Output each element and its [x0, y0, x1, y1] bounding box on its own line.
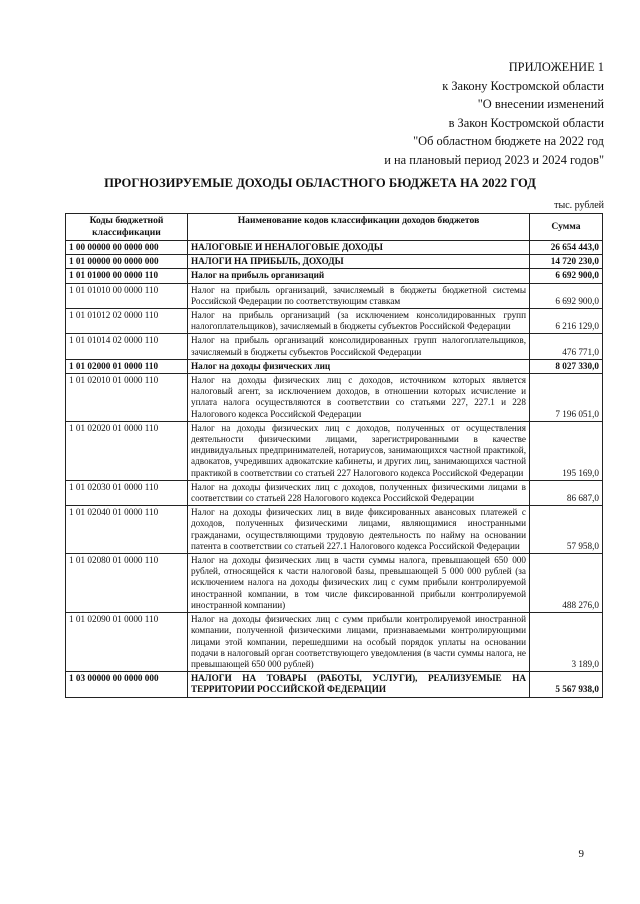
row-code: 1 01 01010 00 0000 110 — [66, 283, 188, 308]
row-amount: 5 567 938,0 — [530, 672, 603, 697]
page-number: 9 — [578, 848, 584, 860]
row-amount: 14 720 230,0 — [530, 255, 603, 269]
row-amount: 6 692 900,0 — [530, 269, 603, 283]
row-name: Налог на доходы физических лиц в виде фиксированных авансовых платежей с доходов, полученных физическими лицами, являющимися иностранными гражданами, осуществляющими трудовую деятельность по найму на основании патента в соответствии со статьей 227.1 Налогового кодекса Российской Федерации — [188, 506, 530, 554]
row-amount: 195 169,0 — [530, 421, 603, 480]
row-code: 1 01 01012 02 0000 110 — [66, 309, 188, 334]
row-name: НАЛОГОВЫЕ И НЕНАЛОГОВЫЕ ДОХОДЫ — [188, 241, 530, 255]
appendix-line: "Об областном бюджете на 2022 год — [413, 134, 604, 149]
table-header-row — [66, 214, 603, 241]
row-amount: 6 216 129,0 — [530, 309, 603, 334]
table-row — [66, 309, 603, 334]
row-code: 1 01 01014 02 0000 110 — [66, 334, 188, 359]
table-row — [66, 283, 603, 308]
appendix-line: "О внесении изменений — [477, 97, 604, 112]
row-name: Налог на прибыль организаций — [188, 269, 530, 283]
row-amount: 488 276,0 — [530, 554, 603, 613]
row-name: Налог на доходы физических лиц с сумм прибыли контролируемой иностранной компании, полученной физическими лицами, признаваемыми контролирующими лицами этой компании, перешедшими на особый порядок уплаты на основании подачи в налоговый орган соответствующего уведомления (в части суммы налога, не превышающей 650 000 рублей) — [188, 613, 530, 672]
table-row — [66, 554, 603, 613]
row-name: Налог на доходы физических лиц с доходов, источником которых является налоговый агент, за исключением доходов, в отношении которых исчисление и уплата налога осуществляются в соответствии со статьями 227, 227.1 и 228 Налогового кодекса Российской Федерации — [188, 374, 530, 422]
row-name: Налог на доходы физических лиц — [188, 359, 530, 373]
row-name: Налог на доходы физических лиц с доходов, полученных физическими лицами в соответствии со статьей 228 Налогового кодекса Российской Федерации — [188, 480, 530, 505]
row-amount: 476 771,0 — [530, 334, 603, 359]
document-title: ПРОГНОЗИРУЕМЫЕ ДОХОДЫ ОБЛАСТНОГО БЮДЖЕТА НА 2022 ГОД — [104, 176, 536, 190]
units-label: тыс. рублей — [554, 200, 604, 211]
appendix-line: к Закону Костромской области — [442, 78, 604, 93]
table-row — [66, 269, 603, 283]
revenue-table — [65, 213, 603, 698]
row-code: 1 01 02040 01 0000 110 — [66, 506, 188, 554]
header-sum: Сумма — [530, 214, 603, 241]
row-amount: 7 196 051,0 — [530, 374, 603, 422]
row-code: 1 01 02030 01 0000 110 — [66, 480, 188, 505]
table-row — [66, 374, 603, 422]
row-code: 1 03 00000 00 0000 000 — [66, 672, 188, 697]
table-row — [66, 255, 603, 269]
row-name: НАЛОГИ НА ТОВАРЫ (РАБОТЫ, УСЛУГИ), РЕАЛИЗУЕМЫЕ НА ТЕРРИТОРИИ РОССИЙСКОЙ ФЕДЕРАЦИИ — [188, 672, 530, 697]
row-name: Налог на прибыль организаций консолидированных групп налогоплательщиков, зачисляемый в бюджеты субъектов Российской Федерации — [188, 334, 530, 359]
row-name: Налог на прибыль организаций, зачисляемый в бюджеты бюджетной системы Российской Федерации по соответствующим ставкам — [188, 283, 530, 308]
row-amount: 3 189,0 — [530, 613, 603, 672]
row-code: 1 01 02010 01 0000 110 — [66, 374, 188, 422]
appendix-header — [244, 58, 604, 170]
table-row — [66, 480, 603, 505]
row-code: 1 01 02090 01 0000 110 — [66, 613, 188, 672]
appendix-line: ПРИЛОЖЕНИЕ 1 — [508, 60, 604, 74]
table-row — [66, 241, 603, 255]
row-code: 1 01 00000 00 0000 000 — [66, 255, 188, 269]
table-row — [66, 613, 603, 672]
row-amount: 86 687,0 — [530, 480, 603, 505]
table-row — [66, 421, 603, 480]
row-amount: 8 027 330,0 — [530, 359, 603, 373]
row-name: НАЛОГИ НА ПРИБЫЛЬ, ДОХОДЫ — [188, 255, 530, 269]
row-code: 1 01 01000 00 0000 110 — [66, 269, 188, 283]
row-code: 1 00 00000 00 0000 000 — [66, 241, 188, 255]
header-name: Наименование кодов классификации доходов бюджетов — [188, 214, 530, 241]
table-row — [66, 334, 603, 359]
table-row — [66, 359, 603, 373]
row-amount: 26 654 443,0 — [530, 241, 603, 255]
row-code: 1 01 02000 01 0000 110 — [66, 359, 188, 373]
appendix-line: и на плановый период 2023 и 2024 годов" — [384, 152, 604, 167]
header-code: Коды бюджетной классификации — [66, 214, 188, 241]
row-name: Налог на прибыль организаций (за исключением консолидированных групп налогоплательщиков), зачисляемый в бюджеты субъектов Российской Федерации — [188, 309, 530, 334]
row-code: 1 01 02020 01 0000 110 — [66, 421, 188, 480]
row-name: Налог на доходы физических лиц с доходов, полученных от осуществления деятельности физическими лицами, зарегистрированными в качестве индивидуальных предпринимателей, нотариусов, занимающихся частной практикой, адвокатов, учредивших адвокатские кабинеты, и других лиц, занимающихся частной практикой в соответствии со статьей 227 Налогового кодекса Российской Федерации — [188, 421, 530, 480]
appendix-line: в Закон Костромской области — [448, 115, 604, 130]
row-amount: 57 958,0 — [530, 506, 603, 554]
row-code: 1 01 02080 01 0000 110 — [66, 554, 188, 613]
table-row — [66, 672, 603, 697]
row-amount: 6 692 900,0 — [530, 283, 603, 308]
row-name: Налог на доходы физических лиц в части суммы налога, превышающей 650 000 рублей, относящейся к части налоговой базы, превышающей 5 000 000 рублей (за исключением налога на доходы физических лиц с сумм прибыли контролируемой иностранной компании, в том числе фиксированной прибыли контролируемой иностранной компании) — [188, 554, 530, 613]
table-row — [66, 506, 603, 554]
